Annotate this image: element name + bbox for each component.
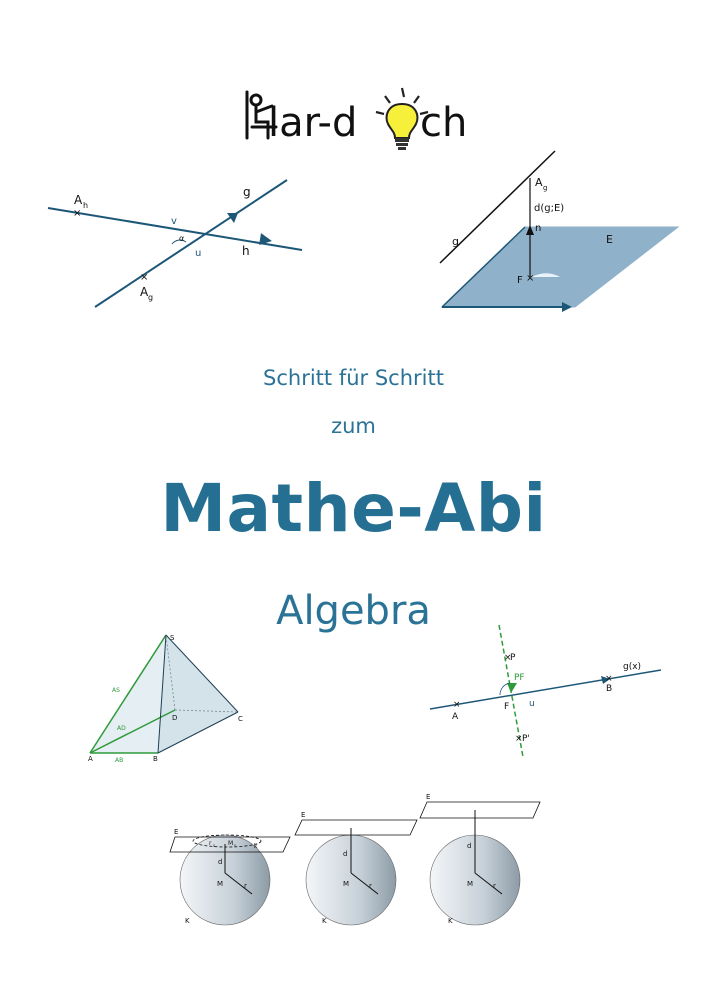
- line-h: [48, 208, 302, 250]
- label-p: P: [510, 653, 516, 663]
- plane-e: [442, 227, 678, 307]
- sphere-1: [170, 828, 290, 925]
- label-distance: d(g;E): [534, 203, 565, 214]
- svg-text:M: M: [343, 880, 350, 888]
- svg-text:d: d: [343, 850, 348, 858]
- topic-title: Algebra: [276, 588, 431, 634]
- svg-text:×: ×: [504, 653, 512, 663]
- figure-line-angle: [40, 170, 320, 320]
- svg-text:K: K: [322, 917, 327, 925]
- label-a-g: A: [140, 285, 149, 299]
- label-vector-ad: AD: [117, 725, 126, 732]
- label-vector-pf: PF: [514, 673, 525, 683]
- svg-text:s: s: [213, 843, 216, 848]
- label-g: g: [452, 235, 459, 248]
- subtitle-line-2: zum: [331, 414, 376, 438]
- logo-text-right: ch: [420, 100, 468, 146]
- svg-text:K: K: [448, 917, 453, 925]
- svg-text:×: ×: [73, 208, 82, 219]
- label-vector-ab: AB: [115, 757, 124, 764]
- svg-text:E: E: [174, 828, 179, 836]
- subtitle-line-1: Schritt für Schritt: [263, 366, 444, 390]
- label-e: E: [606, 233, 613, 246]
- label-a: A: [452, 712, 459, 722]
- label-a-g-sub: g: [543, 184, 548, 192]
- svg-text:×: ×: [605, 674, 613, 684]
- label-g: g: [243, 185, 251, 199]
- svg-text:E: E: [301, 811, 306, 819]
- figure-point-line: [425, 625, 665, 760]
- svg-text:M: M: [217, 880, 224, 888]
- label-f: F: [517, 275, 523, 286]
- label-vector-as: AS: [112, 687, 120, 694]
- svg-text:k: k: [254, 843, 258, 850]
- label-g-x: g(x): [623, 662, 642, 672]
- label-u: u: [529, 699, 535, 709]
- svg-text:×: ×: [453, 700, 461, 710]
- svg-text:E: E: [426, 793, 431, 801]
- label-s: S: [170, 634, 175, 642]
- label-b: B: [606, 684, 613, 694]
- svg-text:d: d: [218, 858, 223, 866]
- label-p-prime: P': [522, 734, 530, 744]
- svg-text:×: ×: [526, 273, 535, 284]
- figure-spheres: [165, 790, 545, 930]
- svg-text:M: M: [228, 840, 234, 847]
- label-alpha: α: [179, 234, 185, 243]
- sphere-3: [420, 793, 540, 925]
- label-v: v: [171, 216, 177, 227]
- figure-pyramid: [80, 630, 260, 765]
- svg-text:r: r: [369, 882, 372, 890]
- svg-text:r: r: [244, 882, 247, 890]
- figure-plane-distance: [430, 145, 680, 315]
- main-title: Mathe-Abi: [160, 470, 547, 547]
- logo-text-left: lar-d: [268, 100, 358, 146]
- sphere-2: [295, 811, 417, 925]
- label-u: u: [195, 248, 202, 259]
- label-a-h: A: [74, 193, 83, 207]
- svg-text:×: ×: [515, 734, 523, 744]
- label-c: C: [238, 715, 243, 723]
- label-a-g: A: [535, 176, 543, 189]
- svg-text:s: s: [234, 843, 237, 848]
- line-g: [430, 670, 661, 709]
- svg-text:r: r: [209, 840, 212, 847]
- svg-text:r: r: [493, 882, 496, 890]
- label-f: F: [504, 702, 510, 712]
- label-a-g-sub: g: [148, 293, 154, 302]
- svg-text:M: M: [467, 880, 474, 888]
- label-n: n: [535, 223, 542, 234]
- label-d: D: [172, 714, 178, 722]
- svg-text:×: ×: [140, 272, 149, 283]
- label-h: h: [242, 244, 250, 258]
- label-a-h-sub: h: [83, 201, 89, 210]
- svg-text:d: d: [467, 842, 472, 850]
- svg-text:K: K: [185, 917, 190, 925]
- label-a: A: [88, 755, 93, 763]
- label-b: B: [153, 755, 158, 763]
